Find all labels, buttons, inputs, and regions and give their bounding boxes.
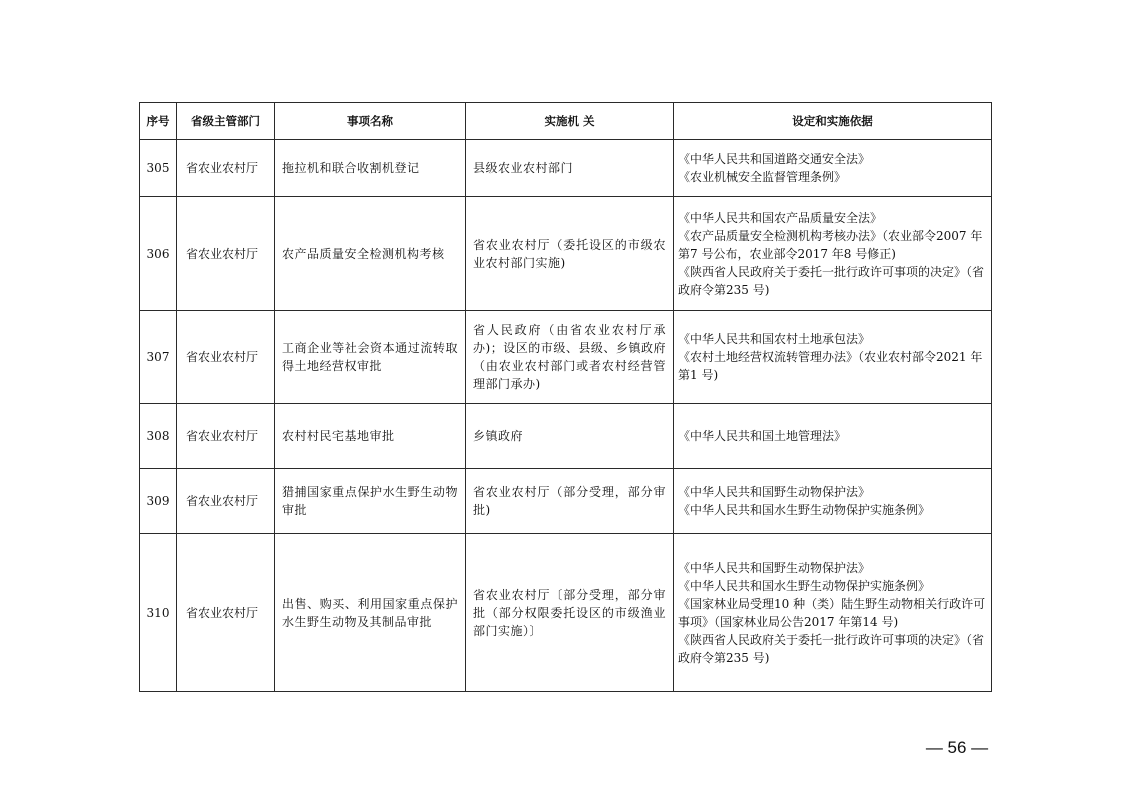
header-agency: 实施机 关	[466, 103, 674, 140]
basis-line: 《中华人民共和国农村土地承包法》	[678, 332, 871, 346]
row-dept: 省农业农村厅	[177, 197, 275, 311]
row-dept: 省农业农村厅	[177, 469, 275, 534]
row-seq: 310	[140, 534, 177, 692]
row-seq: 305	[140, 140, 177, 197]
basis-line: 《中华人民共和国道路交通安全法》	[678, 152, 871, 166]
row-agency: 省农业农村厅〔部分受理，部分审批（部分权限委托设区的市级渔业部门实施）〕	[466, 534, 674, 692]
row-dept: 省农业农村厅	[177, 404, 275, 469]
header-dept: 省级主管部门	[177, 103, 275, 140]
row-item-name: 猎捕国家重点保护水生野生动物审批	[275, 469, 466, 534]
row-item-name: 农产品质量安全检测机构考核	[275, 197, 466, 311]
row-item-name: 农村村民宅基地审批	[275, 404, 466, 469]
table-row	[140, 140, 992, 197]
licensing-items-table	[139, 102, 992, 692]
row-item-name: 拖拉机和联合收割机登记	[275, 140, 466, 197]
row-agency: 省人民政府（由省农业农村厅承办)；设区的市级、县级、乡镇政府（由农业农村部门或者农村经营管理部门承办)	[466, 311, 674, 404]
table-row	[140, 469, 992, 534]
row-dept: 省农业农村厅	[177, 311, 275, 404]
table-row	[140, 404, 992, 469]
basis-line: 《中华人民共和国野生动物保护法》	[678, 485, 871, 499]
table-header-row	[140, 103, 992, 140]
header-item: 事项名称	[275, 103, 466, 140]
header-seq: 序号	[140, 103, 177, 140]
row-seq: 306	[140, 197, 177, 311]
basis-line: 《农业机械安全监督管理条例》	[678, 170, 847, 184]
basis-line: 《农村土地经营权流转管理办法》（农业农村部令2021 年第1 号)	[678, 350, 983, 382]
row-dept: 省农业农村厅	[177, 534, 275, 692]
row-agency: 县级农业农村部门	[466, 140, 674, 197]
table-row	[140, 311, 992, 404]
row-basis	[674, 140, 992, 197]
row-basis	[674, 311, 992, 404]
row-basis	[674, 197, 992, 311]
basis-line: 《陕西省人民政府关于委托一批行政许可事项的决定》（省政府令第235 号)	[678, 264, 985, 297]
basis-line: 《中华人民共和国水生野生动物保护实施条例》	[678, 503, 931, 517]
row-basis	[674, 469, 992, 534]
page-number: — 56 —	[925, 738, 989, 757]
basis-line: 《陕西省人民政府关于委托一批行政许可事项的决定》（省政府令第235 号)	[678, 632, 985, 665]
row-basis	[674, 404, 992, 469]
row-basis	[674, 534, 992, 692]
basis-line: 《中华人民共和国土地管理法》	[678, 429, 847, 443]
row-seq: 308	[140, 404, 177, 469]
basis-line: 《国家林业局受理10 种（类）陆生野生动物相关行政许可事项》（国家林业局公告2017 年第14 号)	[678, 596, 986, 629]
row-dept: 省农业农村厅	[177, 140, 275, 197]
header-basis: 设定和实施依据	[674, 103, 992, 140]
row-seq: 307	[140, 311, 177, 404]
row-agency: 省农业农村厅（部分受理，部分审批)	[466, 469, 674, 534]
basis-line: 《中华人民共和国农产品质量安全法》	[678, 210, 883, 225]
table-row	[140, 534, 992, 692]
row-item-name: 工商企业等社会资本通过流转取得土地经营权审批	[275, 311, 466, 404]
basis-line: 《中华人民共和国野生动物保护法》	[678, 560, 871, 575]
row-seq: 309	[140, 469, 177, 534]
row-agency: 乡镇政府	[466, 404, 674, 469]
row-item-name: 出售、购买、利用国家重点保护水生野生动物及其制品审批	[275, 534, 466, 692]
table-row	[140, 197, 992, 311]
basis-line: 《农产品质量安全检测机构考核办法》（农业部令2007 年第7 号公布，农业部令2017 年8 号修正)	[678, 228, 983, 261]
row-agency: 省农业农村厅（委托设区的市级农业农村部门实施)	[466, 197, 674, 311]
basis-line: 《中华人民共和国水生野生动物保护实施条例》	[678, 578, 931, 593]
